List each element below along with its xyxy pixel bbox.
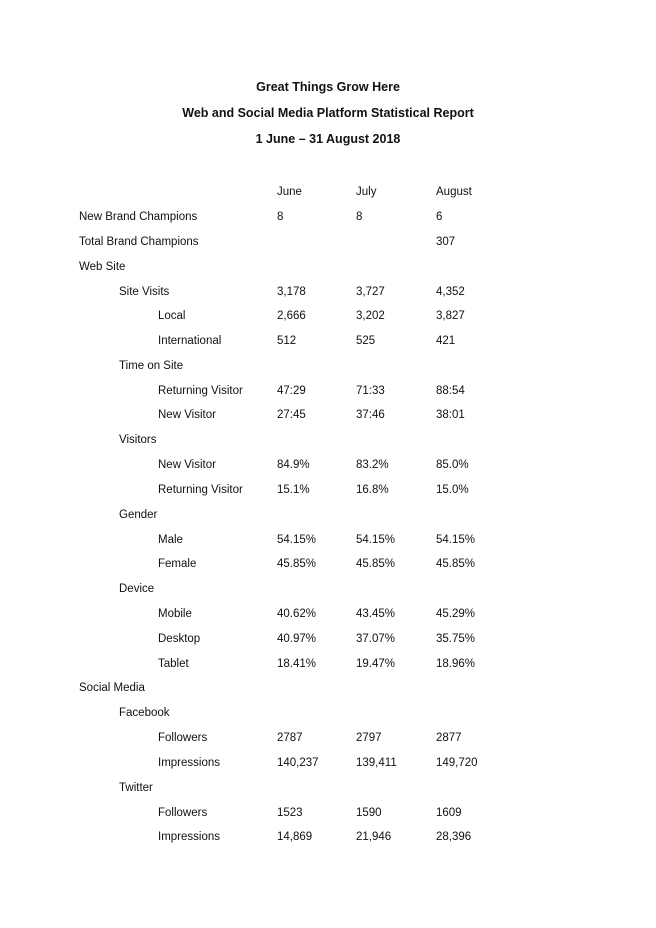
cell-june: 8	[277, 211, 284, 223]
cell-august: 45.29%	[436, 608, 476, 620]
row-label: Female	[158, 558, 197, 570]
row-label: Mobile	[158, 608, 192, 620]
cell-august: 1609	[436, 807, 462, 819]
row-label: Returning Visitor	[158, 385, 243, 397]
report-period: 1 June – 31 August 2018	[255, 132, 401, 146]
cell-july: 3,202	[356, 310, 385, 322]
cell-july: 71:33	[356, 385, 385, 397]
cell-june: 18.41%	[277, 658, 317, 670]
cell-july: 37:46	[356, 409, 385, 421]
table-row	[0, 654, 656, 674]
cell-june: 512	[277, 335, 297, 347]
cell-august: 18.96%	[436, 658, 476, 670]
section-header-row	[0, 430, 656, 450]
cell-august: 28,396	[436, 831, 472, 843]
row-label: Followers	[158, 732, 208, 744]
cell-july: 1590	[356, 807, 382, 819]
cell-august: 149,720	[436, 757, 478, 769]
row-label: Returning Visitor	[158, 484, 243, 496]
cell-june: 2787	[277, 732, 303, 744]
cell-july: 3,727	[356, 286, 385, 298]
cell-june: 2,666	[277, 310, 306, 322]
section-header-row	[0, 579, 656, 599]
cell-july: 54.15%	[356, 534, 396, 546]
row-label: Followers	[158, 807, 208, 819]
cell-august: 54.15%	[436, 534, 476, 546]
cell-july: 45.85%	[356, 558, 396, 570]
cell-august: 2877	[436, 732, 462, 744]
cell-june: 54.15%	[277, 534, 317, 546]
table-row	[0, 530, 656, 550]
column-header-august: August	[436, 186, 472, 198]
table-row	[0, 331, 656, 351]
cell-june: 14,869	[277, 831, 313, 843]
table-row	[0, 282, 656, 302]
cell-july: 21,946	[356, 831, 392, 843]
cell-july: 2797	[356, 732, 382, 744]
cell-june: 140,237	[277, 757, 319, 769]
cell-july: 8	[356, 211, 363, 223]
column-header-july: July	[356, 186, 377, 198]
cell-july: 19.47%	[356, 658, 396, 670]
section-label: Visitors	[119, 434, 157, 446]
row-label: Impressions	[158, 831, 220, 843]
table-row	[0, 728, 656, 748]
cell-june: 1523	[277, 807, 303, 819]
report-title: Great Things Grow Here	[256, 80, 400, 94]
section-header-row	[0, 678, 656, 698]
cell-july: 37.07%	[356, 633, 396, 645]
cell-august: 38:01	[436, 409, 465, 421]
section-label: Time on Site	[119, 360, 184, 372]
table-row	[0, 455, 656, 475]
row-label: Desktop	[158, 633, 201, 645]
table-row	[0, 405, 656, 425]
cell-august: 35.75%	[436, 633, 476, 645]
section-label: Device	[119, 583, 155, 595]
table-row	[0, 480, 656, 500]
table-row	[0, 381, 656, 401]
section-label: Facebook	[119, 707, 170, 719]
row-label: Site Visits	[119, 286, 170, 298]
row-label: Impressions	[158, 757, 220, 769]
table-row	[0, 753, 656, 773]
cell-june: 40.62%	[277, 608, 317, 620]
cell-august: 15.0%	[436, 484, 469, 496]
cell-june: 27:45	[277, 409, 306, 421]
section-header-row	[0, 505, 656, 525]
cell-june: 84.9%	[277, 459, 310, 471]
row-label: Local	[158, 310, 186, 322]
cell-august: 4,352	[436, 286, 465, 298]
section-label: Twitter	[119, 782, 153, 794]
cell-august: 3,827	[436, 310, 465, 322]
row-label: New Brand Champions	[79, 211, 198, 223]
column-header-june: June	[277, 186, 302, 198]
cell-june: 47:29	[277, 385, 306, 397]
section-header-row	[0, 778, 656, 798]
section-label: Web Site	[79, 261, 126, 273]
table-row	[0, 803, 656, 823]
row-label: Tablet	[158, 658, 189, 670]
cell-june: 3,178	[277, 286, 306, 298]
section-header-row	[0, 257, 656, 277]
column-header-row	[0, 182, 656, 202]
table-row	[0, 207, 656, 227]
section-label: Social Media	[79, 682, 145, 694]
report-subtitle: Web and Social Media Platform Statistical Report	[182, 106, 474, 120]
section-header-row	[0, 356, 656, 376]
row-label: New Visitor	[158, 409, 216, 421]
table-row	[0, 629, 656, 649]
row-label: International	[158, 335, 222, 347]
table-row	[0, 604, 656, 624]
cell-july: 525	[356, 335, 376, 347]
row-label: Total Brand Champions	[79, 236, 199, 248]
cell-july: 83.2%	[356, 459, 389, 471]
table-row	[0, 827, 656, 847]
section-header-row	[0, 703, 656, 723]
cell-august: 45.85%	[436, 558, 476, 570]
cell-august: 307	[436, 236, 456, 248]
cell-august: 85.0%	[436, 459, 469, 471]
cell-august: 6	[436, 211, 443, 223]
cell-june: 40.97%	[277, 633, 317, 645]
row-label: New Visitor	[158, 459, 216, 471]
cell-june: 15.1%	[277, 484, 310, 496]
section-label: Gender	[119, 509, 158, 521]
cell-july: 43.45%	[356, 608, 396, 620]
row-label: Male	[158, 534, 183, 546]
table-row	[0, 554, 656, 574]
table-row	[0, 232, 656, 252]
cell-july: 16.8%	[356, 484, 389, 496]
cell-august: 88:54	[436, 385, 465, 397]
cell-july: 139,411	[356, 757, 397, 769]
cell-june: 45.85%	[277, 558, 317, 570]
cell-august: 421	[436, 335, 456, 347]
table-row	[0, 306, 656, 326]
